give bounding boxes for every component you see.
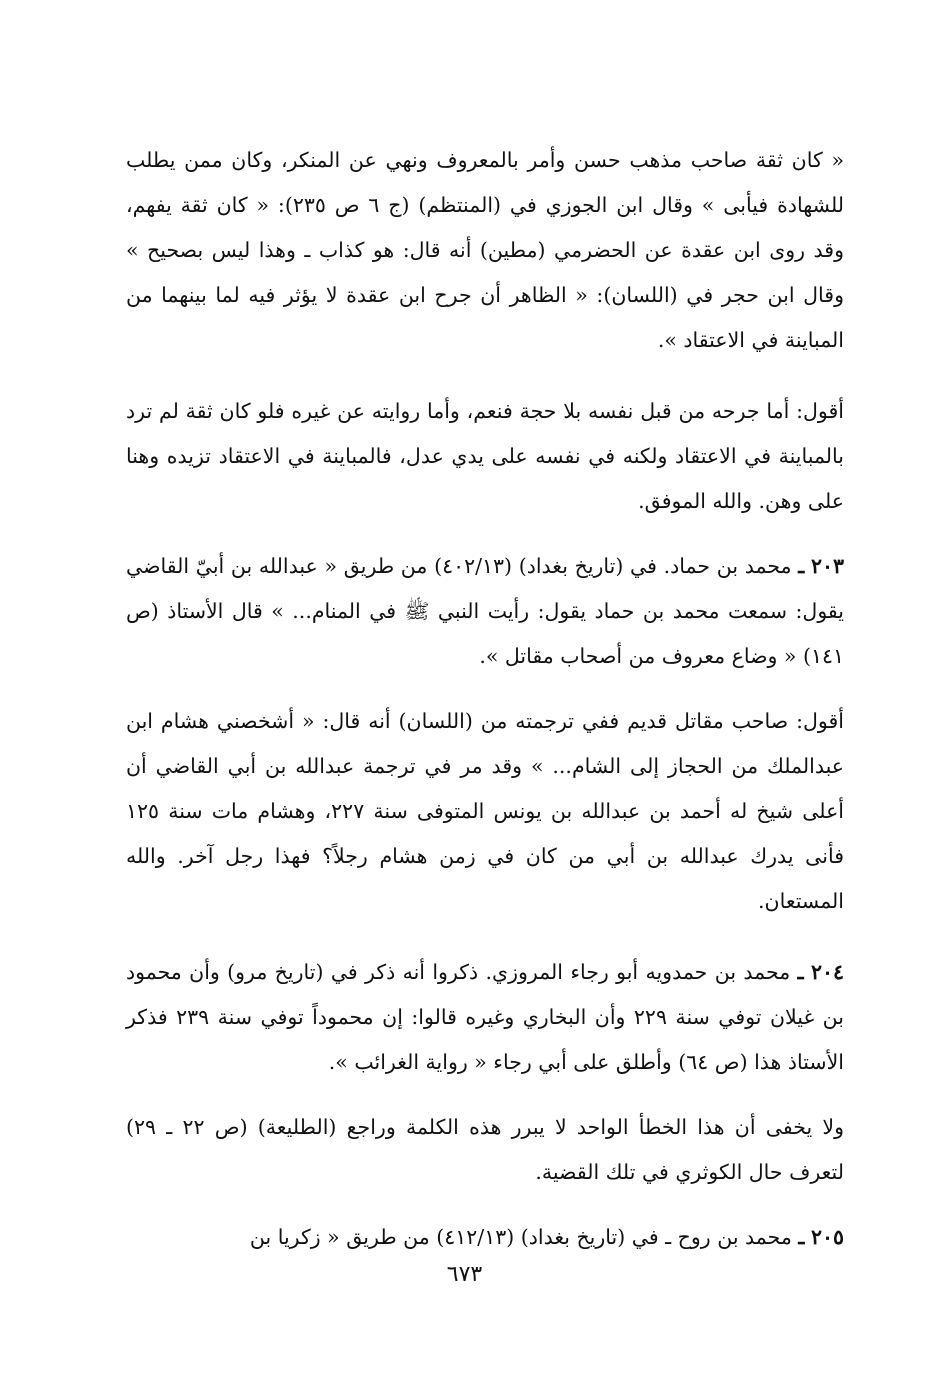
entry-number: ٢٠٣ xyxy=(810,554,844,578)
entry-204 xyxy=(126,950,844,1085)
entry-text: محمد بن حمدويه أبو رجاء المروزي. ذكروا أنه ذكر في (تاريخ مرو) وأن محمود بن غيلان توفي سنة ٢٢٩ وأن البخاري وغيره قالوا: إن محموداً توفي سنة ٢٣٩ فذكر الأستاذ هذا (ص ٦٤) وأطلق على أبي رجاء « رواية الغرائب ». xyxy=(126,960,844,1074)
paragraph-4: أقول: صاحب مقاتل قديم ففي ترجمته من (اللسان) أنه قال: « أشخصني هشام ابن عبدالملك من الحجاز إلى الشام... » وقد مر في ترجمة عبدالله بن أبي القاضي أن أعلى شيخ له أحمد بن عبدالله بن يونس المتوفى سنة ٢٢٧، وهشام مات سنة ١٢٥ فأنى يدرك عبدالله بن أبي من كان في زمن هشام رجلاً؟ فهذا رجل آخر. والله المستعان. xyxy=(126,709,845,913)
paragraph-2: أقول: أما جرحه من قبل نفسه بلا حجة فنعم، وأما روايته عن غيره فلو كان ثقة لم ترد بالمباينة في الاعتقاد ولكنه في نفسه على يدي عدل، فالمباينة في الاعتقاد تزيده وهنا على وهن. والله الموفق. xyxy=(126,399,844,513)
entry-number: ٢٠٥ xyxy=(810,1225,844,1249)
paragraph-1: « كان ثقة صاحب مذهب حسن وأمر بالمعروف ونهي عن المنكر، وكان ممن يطلب للشهادة فيأبى » وقال ابن الجوزي في (المنتظم) (ج ٦ ص ٢٣٥): « كان ثقة يفهم، وقد روى ابن عقدة عن الحضرمي (مطين) أنه قال: هو كذاب ـ وهذا ليس بصحيح » وقال ابن حجر في (اللسان): « الظاهر أن جرح ابن عقدة لا يؤثر فيه لما بينهما من المباينة في الاعتقاد ». xyxy=(126,148,844,352)
page-number: ٦٧٣ xyxy=(446,1262,483,1287)
entry-dash: ـ xyxy=(798,554,805,578)
entry-text: محمد بن حماد. في (تاريخ بغداد) (٤٠٢/١٣) من طريق « عبدالله بن أبيّ القاضي يقول: سمعت محمد بن حماد يقول: رأيت النبي ﷺ في المنام... » قال الأستاذ (ص ١٤١) « وضاع معروف من أصحاب مقاتل ». xyxy=(126,554,844,668)
entry-number: ٢٠٤ xyxy=(810,960,844,984)
paragraph-6: ولا يخفى أن هذا الخطأ الواحد لا يبرر هذه الكلمة وراجع (الطليعة) (ص ٢٢ ـ ٢٩) لتعرف حال الكوثري في تلك القضية. xyxy=(126,1115,844,1184)
entry-text: محمد بن روح ـ في (تاريخ بغداد) (٤١٢/١٣) من طريق « زكريا بن xyxy=(249,1225,792,1249)
entry-205 xyxy=(126,1215,844,1260)
entry-203 xyxy=(126,544,844,679)
page-body xyxy=(126,138,844,1260)
entry-dash: ـ xyxy=(797,960,804,984)
entry-dash: ـ xyxy=(798,1225,805,1249)
